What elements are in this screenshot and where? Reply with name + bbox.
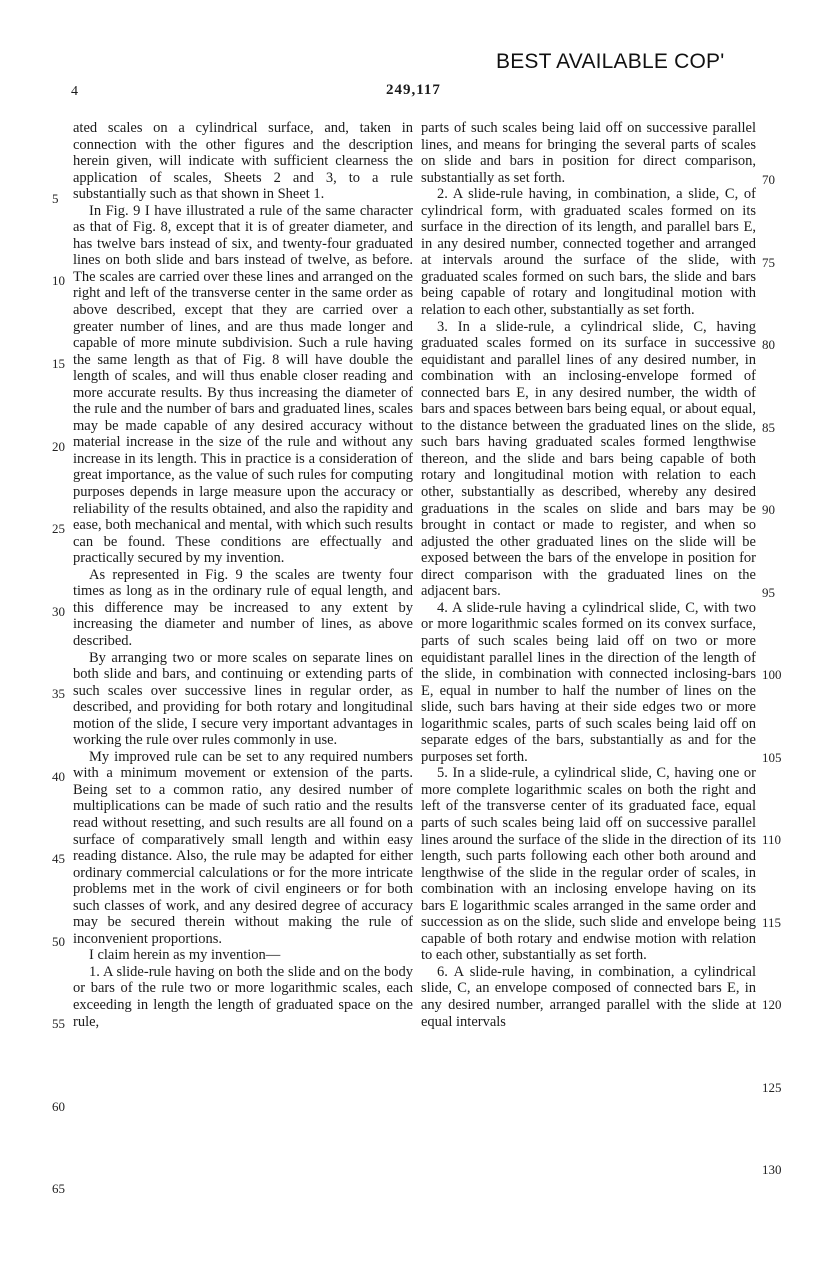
line-number: 55 [52, 1016, 65, 1031]
line-number: 70 [762, 172, 775, 187]
line-number: 75 [762, 255, 775, 270]
line-number: 100 [762, 667, 782, 682]
patent-number: 249,117 [386, 82, 441, 98]
line-number: 25 [52, 521, 65, 536]
line-number: 5 [52, 191, 59, 206]
right-column [421, 120, 756, 1030]
line-number: 60 [52, 1099, 65, 1114]
line-number: 115 [762, 915, 782, 930]
left-paragraph-2: In Fig. 9 I have illustrated a rule of the same character as that of Fig. 8, except that it is of greater diameter, and has twelve bars instead of six, and twenty-four graduated lines on both slide and bars instead of twelve, as before. The scales are carried over these lines and arranged on the right and left of the transverse center in the same order as above described, except that they are carried over a greater number of lines, and are thus made longer and capable of more minute subdivision. Such a rule having the same length as that of Fig. 8 will have double the length of scales, and will thus enable closer reading and more accurate results. By thus increasing the diameter of the rule and the number of bars and graduated lines, scales may be made capable of any desired accuracy without material increase in the size of the rule and without any increase in its length. This in practice is a consideration of great importance, as the value of such rules for computing purposes depends in large measure upon the accuracy or reliability of the results obtained, and also the rapidity and ease, both mechanical and mental, with which such results can be found. These conditions are effectually and practically secured by my invention. [73, 202, 413, 567]
best-available-copy-stamp: BEST AVAILABLE COP' [496, 50, 725, 73]
line-number: 40 [52, 769, 65, 784]
page-number: 4 [71, 84, 78, 99]
claim-5: 5. In a slide-rule, a cylindrical slide, C, having one or more complete logarithmic scales on both the right and left of the transverse center of its graduated face, equal parts of such scales being laid off on successive parallel lines around the surface of the slide in the direction of its length, such parts following each other both around and lengthwise of the slide in the regular order of scales, in combination with an inclosing envelope having on its bars E logarithmic scales arranged in the same order and succession as on the slide, such slide and envelope being capable of both rotary and endwise motion with relation to each other, substantially as set forth. [421, 765, 756, 964]
line-number: 10 [52, 273, 65, 288]
left-paragraph-5: My improved rule can be set to any required numbers with a minimum movement or extension of the parts. Being set to a common ratio, any desired number of multiplications can be made of such ratio and the results read without resetting, and such results are all found on a surface of comparatively small length and within easy reading distance. Also, the rule may be adapted for either ordinary commercial calculations or for the more intricate problems met in the work of civil engineers or for both such classes of work, and any desired degree of accuracy may be secured therein without making the rule of inconvenient proportions. [73, 748, 413, 947]
claim-1-start: 1. A slide-rule having on both the slide and on the body or bars of the rule two or more logarithmic scales, each exceeding in length the length of graduated space on the rule, [73, 963, 413, 1030]
line-number: 45 [52, 851, 65, 866]
left-paragraph-3: As represented in Fig. 9 the scales are twenty four times as long as in the ordinary rule of equal length, and this difference may be increased to any extent by increasing the diameter and number of lines, as above described. [73, 566, 413, 649]
claim-6-start: 6. A slide-rule having, in combination, a cylindrical slide, C, an envelope composed of connected bars E, in any desired number, arranged parallel with the slide at equal intervals [421, 963, 756, 1030]
line-number: 105 [762, 750, 782, 765]
line-number: 110 [762, 832, 782, 847]
claims-intro: I claim herein as my invention— [89, 947, 281, 964]
line-number: 125 [762, 1080, 782, 1095]
line-number: 15 [52, 356, 65, 371]
line-number: 80 [762, 337, 775, 352]
line-number: 65 [52, 1181, 65, 1196]
left-paragraph-4: By arranging two or more scales on separate lines on both slide and bars, and continuing or extending parts of such scales over successive lines in regular order, as described, and providing for both rotary and longitudinal motion of the slide, I secure very important advantages in working the rule over rules commonly in use. [73, 649, 413, 749]
claim-3: 3. In a slide-rule, a cylindrical slide, C, having graduated scales formed on its surface in successive equidistant and parallel lines of any desired number, in combination with an inclosing-envelope formed of connected bars E, in any desired number, the width of bars and spaces between bars being equal, or about equal, to the distance between the graduated lines on the slide, such bars having graduated scales formed lengthwise thereon, and the slide and bars being capable of both rotary and longitudinal motion with relation to each other, substantially as described, whereby any desired graduations in the scales on slide and bars may be brought in contact or made to register, and when so adjusted the other graduated lines on the slide will be exposed between the bars of the envelope in position for direct comparison with the graduated lines on the adjacent bars. [421, 318, 756, 600]
line-number: 30 [52, 604, 65, 619]
line-number: 90 [762, 502, 775, 517]
claim-4: 4. A slide-rule having a cylindrical slide, C, with two or more logarithmic scales formed on its convex surface, parts of such scales being laid off on two or more equidistant parallel lines in the direction of the length of the slide, in combination with connected inclosing-bars E, equal in number to half the number of lines on the slide, such bars having at their side edges two or more logarithmic scales, parts of such scales being laid off on separate edges of the bars, substantially as and for the purposes set forth. [421, 599, 756, 765]
claim-2: 2. A slide-rule having, in combination, a slide, C, of cylindrical form, with graduated scales formed on its surface in the direction of its length, and parallel bars E, in any desired number, connected together and arranged at intervals around the surface of the slide, with graduated scales formed on such bars, the slide and bars being capable of rotary and longitudinal motion with relation to each other, substantially as set forth. [421, 186, 756, 319]
line-number: 20 [52, 439, 65, 454]
left-column [73, 120, 413, 1030]
line-number: 85 [762, 420, 775, 435]
line-number: 120 [762, 997, 782, 1012]
line-number: 95 [762, 585, 775, 600]
line-number: 50 [52, 934, 65, 949]
line-number: 130 [762, 1162, 782, 1177]
claim-1-end: parts of such scales being laid off on successive parallel lines, and means for bringing the several parts of scales on slide and bars in position for direct comparison, substantially as set forth. [421, 120, 756, 186]
left-paragraph-1: ated scales on a cylindrical surface, and, taken in connection with the other figures and the description herein given, will indicate with sufficient clearness the application of scales, Sheets 2 and 3, to a rule substantially such as that shown in Sheet 1. [73, 120, 413, 203]
line-number: 35 [52, 686, 65, 701]
